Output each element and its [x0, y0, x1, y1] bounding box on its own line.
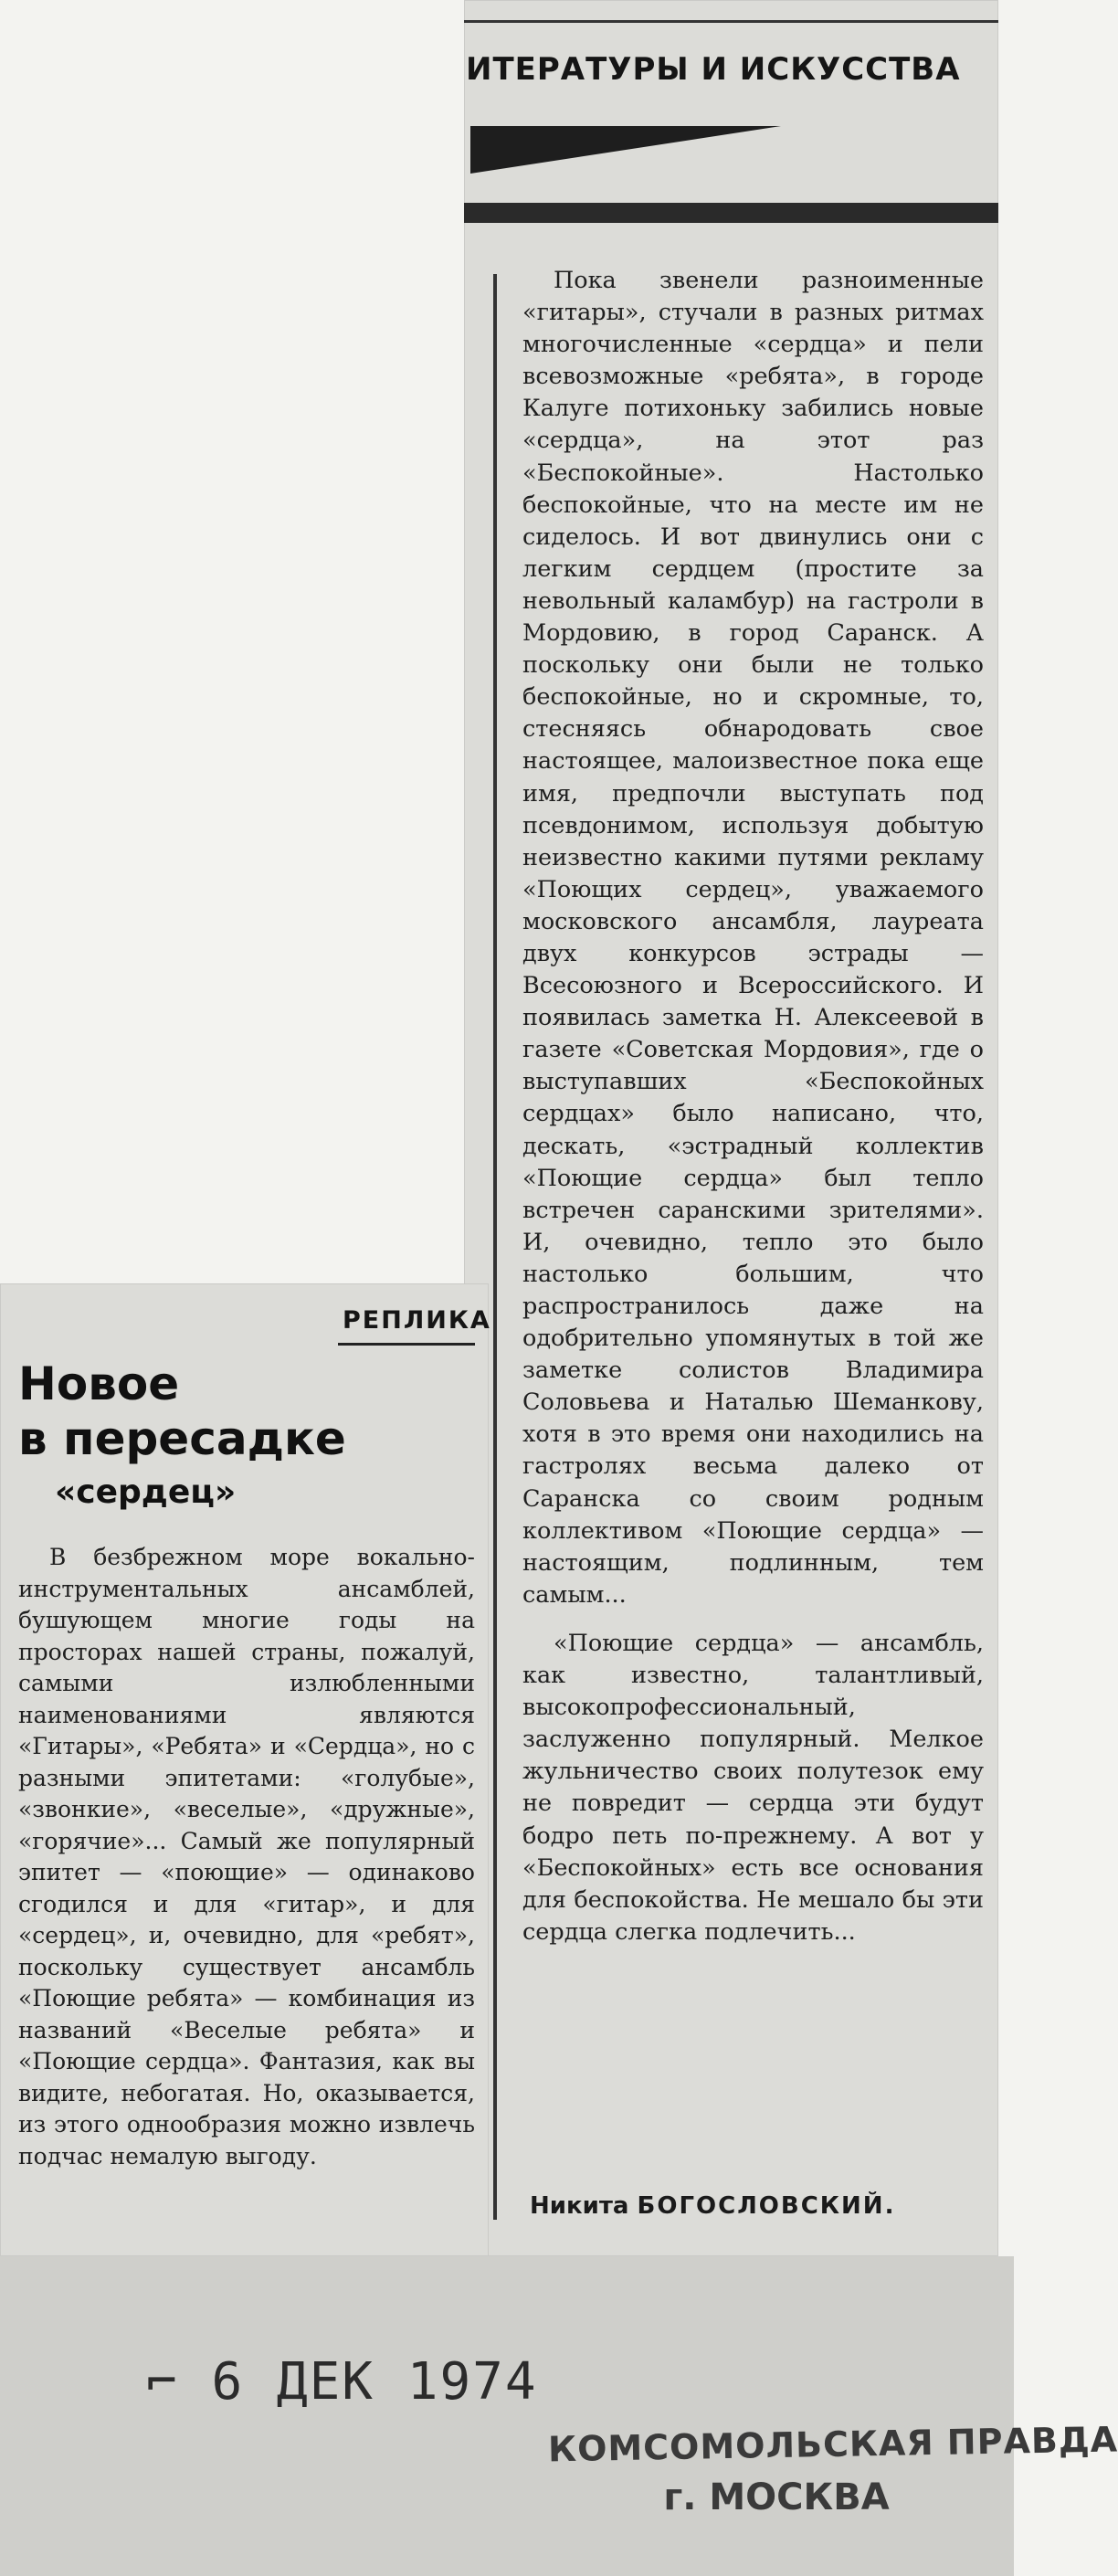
newspaper-stamp: [547, 2419, 1118, 2518]
paragraph: «Поющие сердца» — ансамбль, как известно, талантливый, высокопрофессиональный, заслуженно популярный. Мелкое жульничество своих полутезок ему не повредит — сердца эти будут бодро петь по-прежнему. А вот у «Беспокойных» есть все основания для беспокойства. Не мешало бы эти сердца слегка подлечить...: [522, 1629, 984, 1946]
archive-card-strip: [0, 2256, 1118, 2576]
decorative-wedge-icon: [470, 119, 781, 174]
section-title: ИТЕРАТУРЫ И ИСКУССТВА: [466, 51, 961, 88]
article-left-column: [18, 1542, 475, 2172]
rubric-underline: [338, 1343, 475, 1346]
paragraph: Пока звенели разноименные «гитары», стучали в разных ритмах многочисленные «сердца» и пели всевозможные «ребята», в городе Калуге потихоньку забились новые «сердца», на этот раз «Беспокойные». Настолько беспокойные, что на месте им не сиделось. И вот двинулись они с легким сердцем (простите за невольный каламбур) на гастроли в Мордовию, в город Саранск. А поскольку они были не только беспокойные, но и скромные, то, стесняясь обнародовать свое настоящее, малоизвестное пока еще имя, предпочли выступать под псевдонимом, используя добытую неизвестно какими путями рекламу «Поющих сердец», уважаемого московского ансамбля, лауреата двух конкурсов эстрады — Всесоюзного и Всероссийского. И появилась заметка Н. Алексеевой в газете «Советская Мордовия», где о выступавших «Беспокойных сердцах» было написано, что, дескать, «эстрадный коллектив «Поющие сердца» был тепло встречен саранскими зрителями». И, очевидно, тепло это было настолько большим, что распространилось даже на одобрительно упомянутых в той же заметке солистов Владимира Соловьева и Наталью Шеманкову, хотя в это время они находились на гастролях весьма далеко от Саранска со своим родным коллективом «Поющие сердца» — настоящим, подлинным, тем самым...: [522, 267, 984, 1609]
article-headline: [18, 1357, 475, 1519]
date-stamp-mark-icon: ⌐: [146, 2352, 179, 2412]
author-signature: [530, 2192, 977, 2220]
article-right-column: [522, 265, 984, 1948]
header-rule: [464, 20, 998, 23]
date-stamp: [146, 2352, 538, 2412]
section-band: [464, 203, 998, 223]
author-last-name: БОГОСЛОВСКИЙ.: [637, 2192, 896, 2220]
column-rule: [493, 274, 497, 2220]
headline-line: Новое: [18, 1357, 180, 1410]
rubric-label: РЕПЛИКА: [343, 1306, 491, 1335]
headline-line: в пересадке: [18, 1412, 346, 1465]
author-first-name: Никита: [530, 2192, 629, 2220]
newspaper-name: КОМСОМОЛЬСКАЯ ПРАВДА: [547, 2419, 1118, 2470]
headline-line: «сердец»: [55, 1473, 237, 1511]
newspaper-city: г. МОСКВА: [663, 2476, 890, 2518]
date-stamp-text: 6 ДЕК 1974: [211, 2352, 538, 2412]
paragraph: В безбрежном море вокально-инструментальных ансамблей, бушующем многие годы на просторах нашей страны, пожалуй, самыми излюбленными наименованиями являются «Гитары», «Ребята» и «Сердца», но с разными эпитетами: «голубые», «звонкие», «веселые», «дружные», «горячие»... Самый же популярный эпитет — «поющие» — одинаково сгодился и для «гитар», и для «сердец», и, очевидно, для «ребят», поскольку существует ансамбль «Поющие ребята» — комбинация из названий «Веселые ребята» и «Поющие сердца». Фантазия, как вы видите, небогатая. Но, оказывается, из этого однообразия можно извлечь подчас немалую выгоду.: [18, 1544, 475, 2170]
